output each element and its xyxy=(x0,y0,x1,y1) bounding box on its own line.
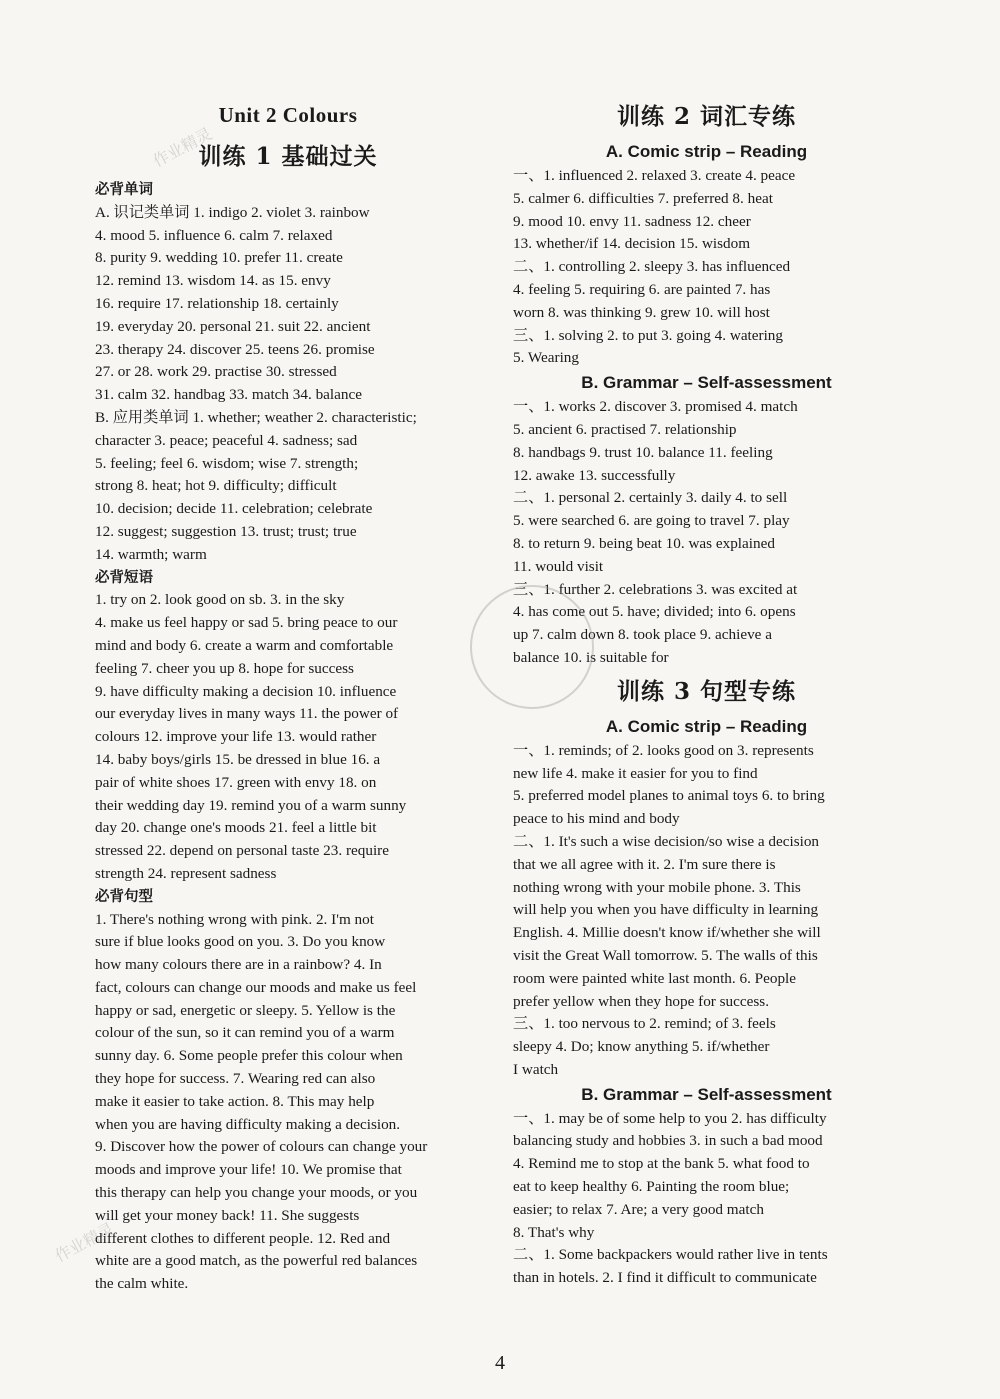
text-line: 9. Discover how the power of colours can change your xyxy=(95,1138,428,1156)
text-line: nothing wrong with your mobile phone. 3. This xyxy=(513,878,801,896)
text-line: 19. everyday 20. personal 21. suit 22. ancient xyxy=(95,317,371,335)
text-line: how many colours there are in a rainbow? 4. In xyxy=(95,956,382,974)
training-3-grammar-title: B. Grammar – Self-assessment xyxy=(581,1084,832,1104)
text-line: different clothes to different people. 12. Red and xyxy=(95,1229,391,1247)
text-line: 1. There's nothing wrong with pink. 2. I'm not xyxy=(95,910,374,928)
text-line: 5. feeling; feel 6. wisdom; wise 7. strength; xyxy=(95,454,359,472)
text-line: will get your money back! 11. She suggests xyxy=(95,1206,360,1224)
training-2-reading-title: A. Comic strip – Reading xyxy=(605,142,808,161)
text-line: I watch xyxy=(513,1060,559,1078)
text-line: worn 8. was thinking 9. grew 10. will host xyxy=(513,303,770,321)
text-line: 5. were searched 6. are going to travel 7. play xyxy=(513,512,790,530)
text-line: moods and improve your life! 10. We promise that xyxy=(95,1161,402,1179)
training-3-title: 训练 3 句型专练 xyxy=(616,677,797,705)
watermark-text-bottom: 作业精灵 xyxy=(51,1218,118,1266)
text-line: will help you when you have difficulty in learning xyxy=(513,901,819,919)
text-line: 三、1. too nervous to 2. remind; of 3. feels xyxy=(513,1015,776,1033)
text-line: our everyday lives in many ways 11. the power of xyxy=(95,705,399,723)
text-line: 一、1. influenced 2. relaxed 3. create 4. peace xyxy=(513,167,796,184)
left-column xyxy=(95,95,481,1296)
text-line: 二、1. personal 2. certainly 3. daily 4. to sell xyxy=(513,489,788,507)
text-line: 一、1. may be of some help to you 2. has difficulty xyxy=(513,1109,827,1127)
text-line: 一、1. reminds; of 2. looks good on 3. represents xyxy=(513,741,814,759)
text-line: that we all agree with it. 2. I'm sure there is xyxy=(513,855,776,873)
words-block xyxy=(95,202,481,567)
text-line: 4. has come out 5. have; divided; into 6. opens xyxy=(513,603,796,621)
text-line: 8. to return 9. being beat 10. was explained xyxy=(513,534,775,552)
text-line: 8. handbags 9. trust 10. balance 11. feeling xyxy=(513,443,773,461)
text-line: white are a good match, as the powerful red balances xyxy=(95,1252,418,1270)
text-line: 1. try on 2. look good on sb. 3. in the sky xyxy=(95,591,345,609)
text-line: prefer yellow when they hope for success. xyxy=(513,992,769,1010)
text-line: day 20. change one's moods 21. feel a little bit xyxy=(95,819,377,837)
text-line: 4. Remind me to stop at the bank 5. what food to xyxy=(513,1155,810,1173)
text-line: English. 4. Millie doesn't know if/whether she will xyxy=(513,924,821,942)
text-line: 14. warmth; warm xyxy=(95,545,207,563)
text-line: mind and body 6. create a warm and comfortable xyxy=(95,636,394,654)
text-line: than in hotels. 2. I find it difficult to communicate xyxy=(513,1269,817,1287)
text-line: when you are having difficulty making a decision. xyxy=(95,1115,401,1133)
text-line: 二、1. controlling 2. sleepy 3. has influenced xyxy=(513,258,791,276)
text-line: colours 12. improve your life 13. would rather xyxy=(95,728,377,746)
text-line: 10. decision; decide 11. celebration; celebrate xyxy=(95,500,373,518)
text-line: 三、1. further 2. celebrations 3. was excited at xyxy=(513,580,798,598)
training-3-reading-title: A. Comic strip – Reading xyxy=(605,716,808,736)
watermark-text-top: 作业精灵 xyxy=(149,123,216,171)
text-line: 16. require 17. relationship 18. certainly xyxy=(95,294,339,312)
text-line: 5. ancient 6. practised 7. relationship xyxy=(513,420,737,438)
text-line: 12. suggest; suggestion 13. trust; trust; true xyxy=(95,522,357,540)
sentences-block xyxy=(95,909,481,1297)
text-line: 三、1. solving 2. to put 3. going 4. watering xyxy=(513,326,783,344)
training-3-grammar-block xyxy=(513,1108,900,1290)
text-line: 4. feeling 5. requiring 6. are painted 7. has xyxy=(513,280,771,298)
text-line: balance 10. is suitable for xyxy=(513,648,669,666)
text-line: pair of white shoes 17. green with envy 18. on xyxy=(95,773,377,791)
unit-title: Unit 2 Colours xyxy=(218,103,358,127)
text-line: 11. would visit xyxy=(513,557,604,575)
page-number: 4 xyxy=(495,1352,505,1374)
phrases-block xyxy=(95,589,481,885)
text-line: colour of the sun, so it can remind you of a warm xyxy=(95,1024,395,1042)
text-line: 5. calmer 6. difficulties 7. preferred 8. heat xyxy=(513,189,773,207)
text-line: 13. whether/if 14. decision 15. wisdom xyxy=(513,235,751,253)
text-line: character 3. peace; peaceful 4. sadness; sad xyxy=(95,431,358,449)
text-line: 5. Wearing xyxy=(513,349,579,367)
text-line: make it easier to take action. 8. This may help xyxy=(95,1092,375,1110)
text-line: 9. mood 10. envy 11. sadness 12. cheer xyxy=(513,212,751,230)
text-line: room were painted white last month. 6. People xyxy=(513,969,797,987)
text-line: sunny day. 6. Some people prefer this colour when xyxy=(95,1047,403,1065)
text-line: eat to keep healthy 6. Painting the room blue; xyxy=(513,1178,790,1196)
text-line: visit the Great Wall tomorrow. 5. The walls of this xyxy=(513,946,818,964)
text-line: sure if blue looks good on you. 3. Do you know xyxy=(95,933,386,951)
text-line: 二、1. It's such a wise decision/so wise a decision xyxy=(513,832,820,850)
text-line: 5. preferred model planes to animal toys 6. to bring xyxy=(513,787,825,805)
text-line: happy or sad, energetic or sleepy. 5. Yellow is the xyxy=(95,1001,396,1019)
text-line: 4. make us feel happy or sad 5. bring peace to our xyxy=(95,614,398,632)
phrases-heading: 必背短语 xyxy=(95,569,153,586)
text-line: 12. remind 13. wisdom 14. as 15. envy xyxy=(95,272,331,290)
text-line: strong 8. heat; hot 9. difficulty; difficult xyxy=(95,477,337,495)
text-line: the calm white. xyxy=(95,1275,189,1293)
training-2-reading-block xyxy=(513,165,900,370)
text-line: 31. calm 32. handbag 33. match 34. balance xyxy=(95,386,362,404)
training-1-title: 训练 1 基础过关 xyxy=(198,143,378,170)
text-line: this therapy can help you change your moods, or you xyxy=(95,1184,418,1202)
text-line: 8. That's why xyxy=(513,1223,595,1241)
text-line: feeling 7. cheer you up 8. hope for success xyxy=(95,659,354,677)
text-line: 9. have difficulty making a decision 10. influence xyxy=(95,682,397,700)
text-line: stressed 22. depend on personal taste 23. require xyxy=(95,842,389,860)
text-line: up 7. calm down 8. took place 9. achieve a xyxy=(513,626,772,644)
text-line: their wedding day 19. remind you of a warm sunny xyxy=(95,796,407,814)
text-line: easier; to relax 7. Are; a very good match xyxy=(513,1200,764,1218)
text-line: A. 识记类单词 1. indigo 2. violet 3. rainbow xyxy=(95,203,370,221)
training-2-title: 训练 2 词汇专练 xyxy=(616,103,797,130)
text-line: fact, colours can change our moods and make us feel xyxy=(95,978,417,996)
training-2-grammar-title: B. Grammar – Self-assessment xyxy=(581,373,832,393)
text-line: 14. baby boys/girls 15. be dressed in blue 16. a xyxy=(95,750,381,768)
text-line: 二、1. Some backpackers would rather live in tents xyxy=(513,1246,828,1264)
text-line: they hope for success. 7. Wearing red can also xyxy=(95,1070,376,1088)
text-line: 一、1. works 2. discover 3. promised 4. match xyxy=(513,398,798,416)
text-line: peace to his mind and body xyxy=(513,810,680,828)
sentences-heading: 必背句型 xyxy=(95,888,153,905)
text-line: sleepy 4. Do; know anything 5. if/whether xyxy=(513,1038,770,1056)
text-line: B. 应用类单词 1. whether; weather 2. characteristic; xyxy=(95,408,417,426)
training-3-reading-block xyxy=(513,740,900,1082)
text-line: 23. therapy 24. discover 25. teens 26. promise xyxy=(95,340,375,358)
text-line: 8. purity 9. wedding 10. prefer 11. create xyxy=(95,249,343,267)
text-line: new life 4. make it easier for you to find xyxy=(513,764,758,782)
text-line: 4. mood 5. influence 6. calm 7. relaxed xyxy=(95,226,333,244)
text-line: balancing study and hobbies 3. in such a bad mood xyxy=(513,1132,823,1150)
text-line: 12. awake 13. successfully xyxy=(513,466,676,484)
text-line: 27. or 28. work 29. practise 30. stressed xyxy=(95,363,337,381)
words-heading: 必背单词 xyxy=(95,182,153,198)
text-line: strength 24. represent sadness xyxy=(95,864,277,882)
